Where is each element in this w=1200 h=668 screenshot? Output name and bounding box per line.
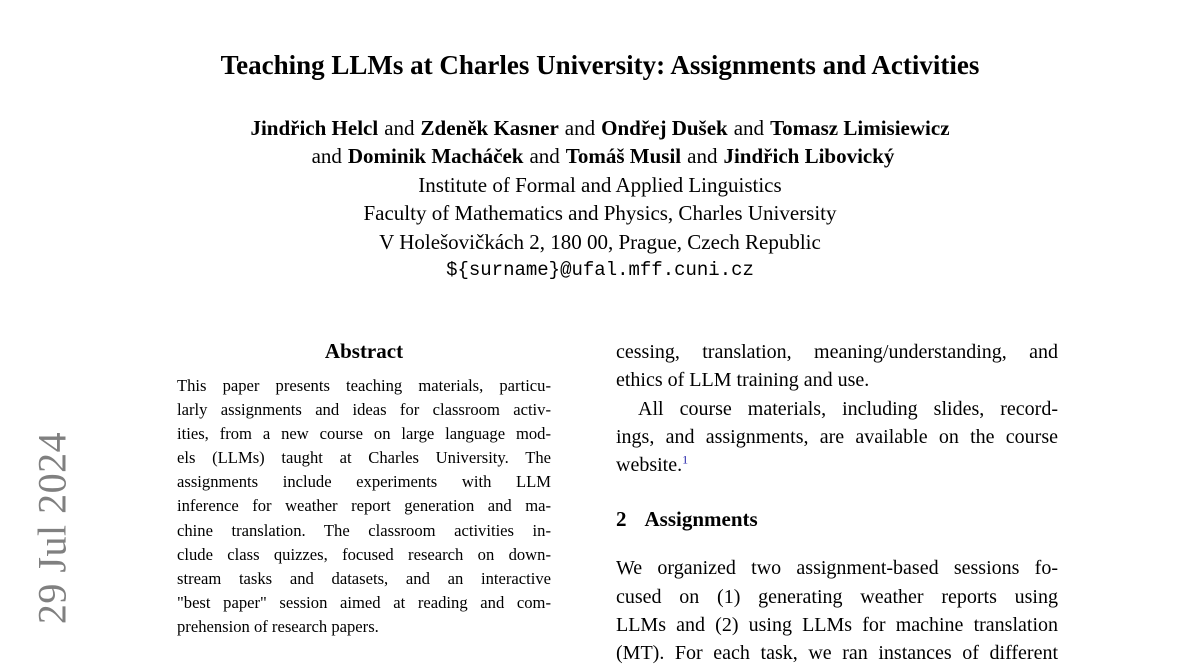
author-name: Dominik Macháček (347, 144, 524, 169)
author-connector: and (384, 116, 415, 140)
website-text: website. (616, 454, 683, 477)
author-connector: and (687, 144, 718, 169)
author-name: Tomasz Limisiewicz (770, 116, 950, 140)
body-line: ings, and assignments, are available on the course (616, 425, 1058, 448)
abstract-heading: Abstract (324, 339, 404, 363)
author-connector: and (311, 144, 342, 169)
author-name: Zdeněk Kasner (420, 116, 559, 140)
author-connector: and (564, 116, 596, 140)
section-heading-assignments (616, 505, 1058, 533)
left-column (177, 338, 551, 639)
abstract-body (177, 374, 551, 639)
contact-email: ${surname}@ufal.mff.cuni.cz (446, 259, 754, 282)
affiliation-address: V Holešovičkách 2, 180 00, Prague, Czech Republic (379, 229, 821, 254)
author-name: Jindřich Helcl (250, 116, 379, 140)
body-line-website (616, 451, 1058, 479)
body-line: All course materials, including slides, record- (638, 397, 1058, 420)
abstract-line: els (LLMs) taught at Charles University. The (177, 448, 551, 468)
author-connector: and (733, 116, 765, 140)
arxiv-date-stamp: 29 Jul 2024 (29, 431, 75, 625)
author-block (0, 114, 1200, 284)
right-column (616, 338, 1058, 668)
author-name: Ondřej Dušek (601, 116, 728, 140)
body-line: ethics of LLM training and use. (616, 369, 870, 392)
footnote-link[interactable]: 1 (682, 452, 689, 467)
author-name: Jindřich Libovický (723, 144, 895, 169)
abstract-line: This paper presents teaching materials, particu- (177, 376, 551, 395)
affiliation-faculty: Faculty of Mathematics and Physics, Charles University (363, 201, 837, 226)
author-name: Tomáš Musil (565, 144, 682, 169)
body-line: cessing, translation, meaning/understanding, and (616, 341, 1058, 363)
abstract-line: prehension of research papers. (177, 616, 379, 636)
abstract-line: larly assignments and ideas for classroom activ- (177, 400, 551, 420)
abstract-line: ities, from a new course on large language mod- (177, 424, 551, 444)
affiliation-institute: Institute of Formal and Applied Linguistics (418, 172, 782, 197)
abstract-line: assignments include experiments with LLM (177, 472, 551, 492)
section-title: Assignments (644, 507, 758, 532)
paper-title: Teaching LLMs at Charles University: Assignments and Activities (220, 50, 980, 80)
abstract-line: stream tasks and datasets, and an interactive (177, 568, 551, 588)
author-connector: and (529, 144, 560, 169)
body-line: We organized two assignment-based sessions fo- (616, 557, 1058, 580)
body-line: LLMs and (2) using LLMs for machine translation (616, 614, 1058, 637)
abstract-line: inference for weather report generation and ma- (177, 496, 551, 516)
body-line: (MT). For each task, we ran instances of different (616, 642, 1058, 665)
abstract-line: chine translation. The classroom activities in- (177, 520, 551, 540)
body-line: cused on (1) generating weather reports using (616, 585, 1058, 608)
abstract-line: "best paper" session aimed at reading and com- (177, 592, 551, 612)
author-line-2 (0, 142, 1200, 170)
author-line-1 (0, 114, 1200, 142)
abstract-line: clude class quizzes, focused research on down- (177, 544, 551, 564)
section-number: 2 (616, 507, 627, 532)
